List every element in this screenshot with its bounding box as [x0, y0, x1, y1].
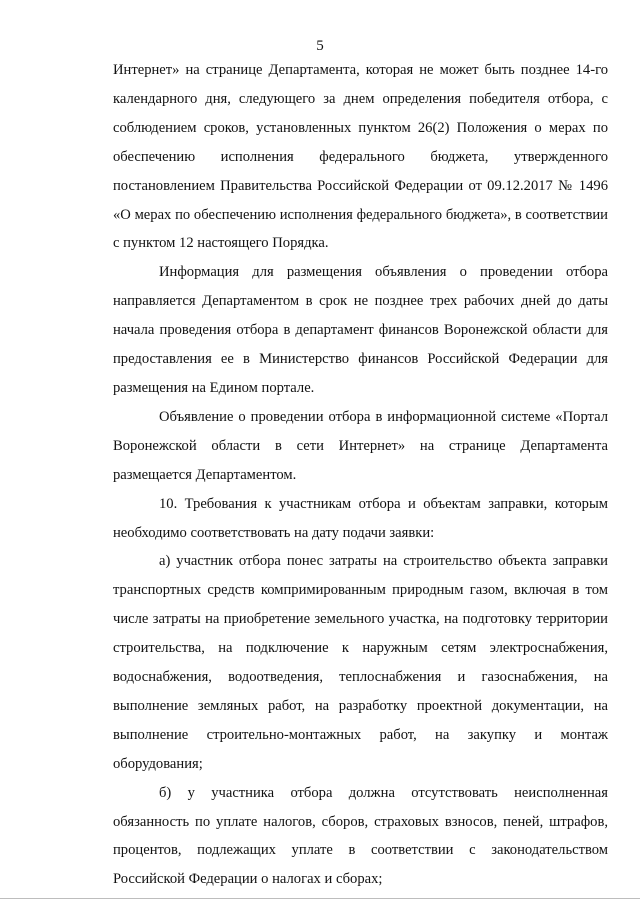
- page-number: 5: [316, 38, 324, 54]
- paragraph-continuation: Интернет» на странице Департамента, которая не может быть позднее 14-го календарного дня, следующего за днем определения победителя отбора, с соблюдением сроков, установленных пунктом 26(2) Положения о мерах по обеспечению исполнения федерального бюджета, утвержденного постановлением Правительства Российской Федерации от 09.12.2017 № 1496 «О мерах по обеспечению исполнения федерального бюджета», в соответствии с пунктом 12 настоящего Порядка.: [113, 62, 608, 252]
- paragraph-announcement-portal: Объявление о проведении отбора в информационной системе «Портал Воронежской области в сети Интернет» на странице Департамента размещается Департаментом.: [113, 408, 608, 483]
- paragraph-section-10-heading: 10. Требования к участникам отбора и объектам заправки, которым необходимо соответствовать на дату подачи заявки:: [113, 495, 608, 541]
- document-body: [113, 56, 608, 894]
- paragraph-item-a: а) участник отбора понес затраты на строительство объекта заправки транспортных средств компримированным природным газом, включая в том числе затраты на приобретение земельного участка, на подготовку территории строительства, на подключение к наружным сетям электроснабжения, водоснабжения, водоотведения, теплоснабжения и газоснабжения, на выполнение земляных работ, на разработку проектной документации, на выполнение строительно-монтажных работ, на закупку и монтаж оборудования;: [113, 553, 608, 772]
- page-bottom-divider: [0, 898, 640, 899]
- paragraph-item-b: б) у участника отбора должна отсутствовать неисполненная обязанность по уплате налогов, сборов, страховых взносов, пеней, штрафов, процентов, подлежащих уплате в соответствии с законодательством Российской Федерации о налогах и сборах;: [113, 784, 608, 888]
- paragraph-information-placement: Информация для размещения объявления о проведении отбора направляется Департаментом в срок не позднее трех рабочих дней до даты начала проведения отбора в департамент финансов Воронежской области для предоставления ее в Министерство финансов Российской Федерации для размещения на Едином портале.: [113, 264, 608, 396]
